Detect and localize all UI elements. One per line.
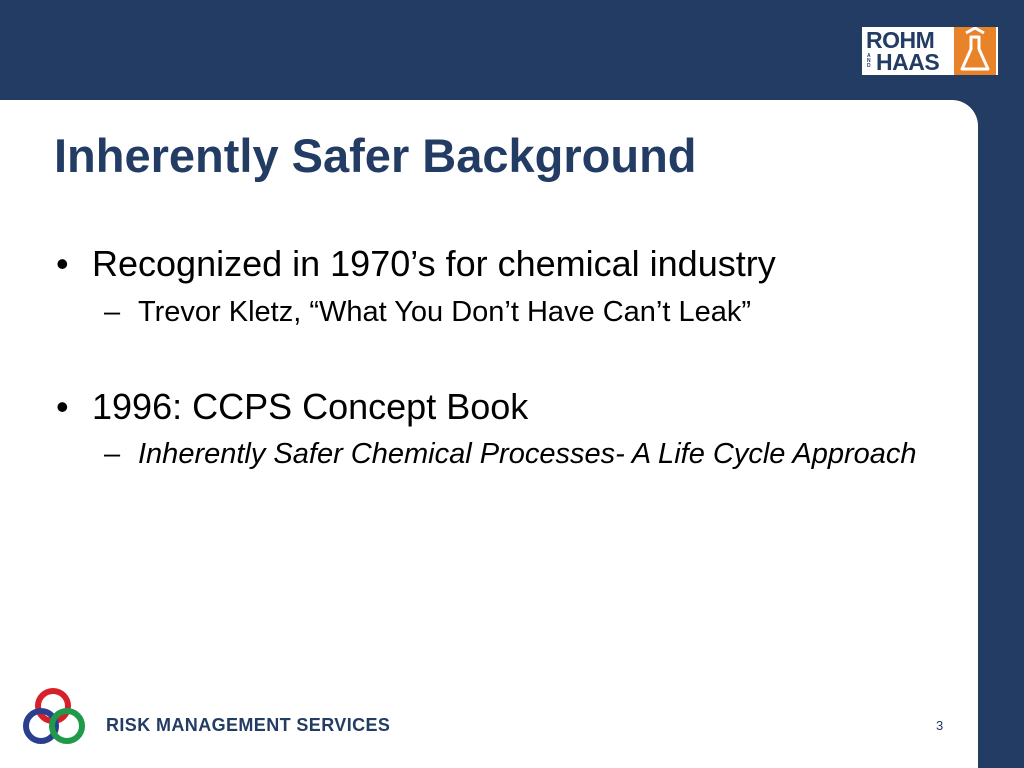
bullet-text: Recognized in 1970’s for chemical industry (92, 243, 776, 284)
sub-bullet-text: Inherently Safer Chemical Processes- A Life Cycle Approach (138, 438, 917, 470)
rms-rings-logo (22, 684, 94, 752)
page-number: 3 (936, 718, 944, 733)
rohm-haas-logo (862, 27, 998, 75)
rms-label: RISK MANAGEMENT SERVICES (106, 715, 391, 735)
sub-bullet-marker: – (104, 296, 121, 328)
flask-icon (954, 27, 996, 75)
bullet-text: 1996: CCPS Concept Book (92, 386, 529, 427)
sub-bullet-marker: – (104, 438, 121, 470)
logo-and-text: AND (867, 53, 871, 69)
sub-bullet-text: Trevor Kletz, “What You Don’t Have Can’t Leak” (138, 296, 752, 328)
rohm-haas-wordmark (866, 29, 954, 73)
bullet-marker: • (56, 243, 69, 284)
logo-haas-text: HAAS (876, 49, 940, 75)
slide-title: Inherently Safer Background (54, 129, 697, 182)
logo-rohm-text: ROHM (866, 27, 935, 53)
bullet-marker: • (56, 386, 69, 427)
content-panel (0, 100, 978, 768)
